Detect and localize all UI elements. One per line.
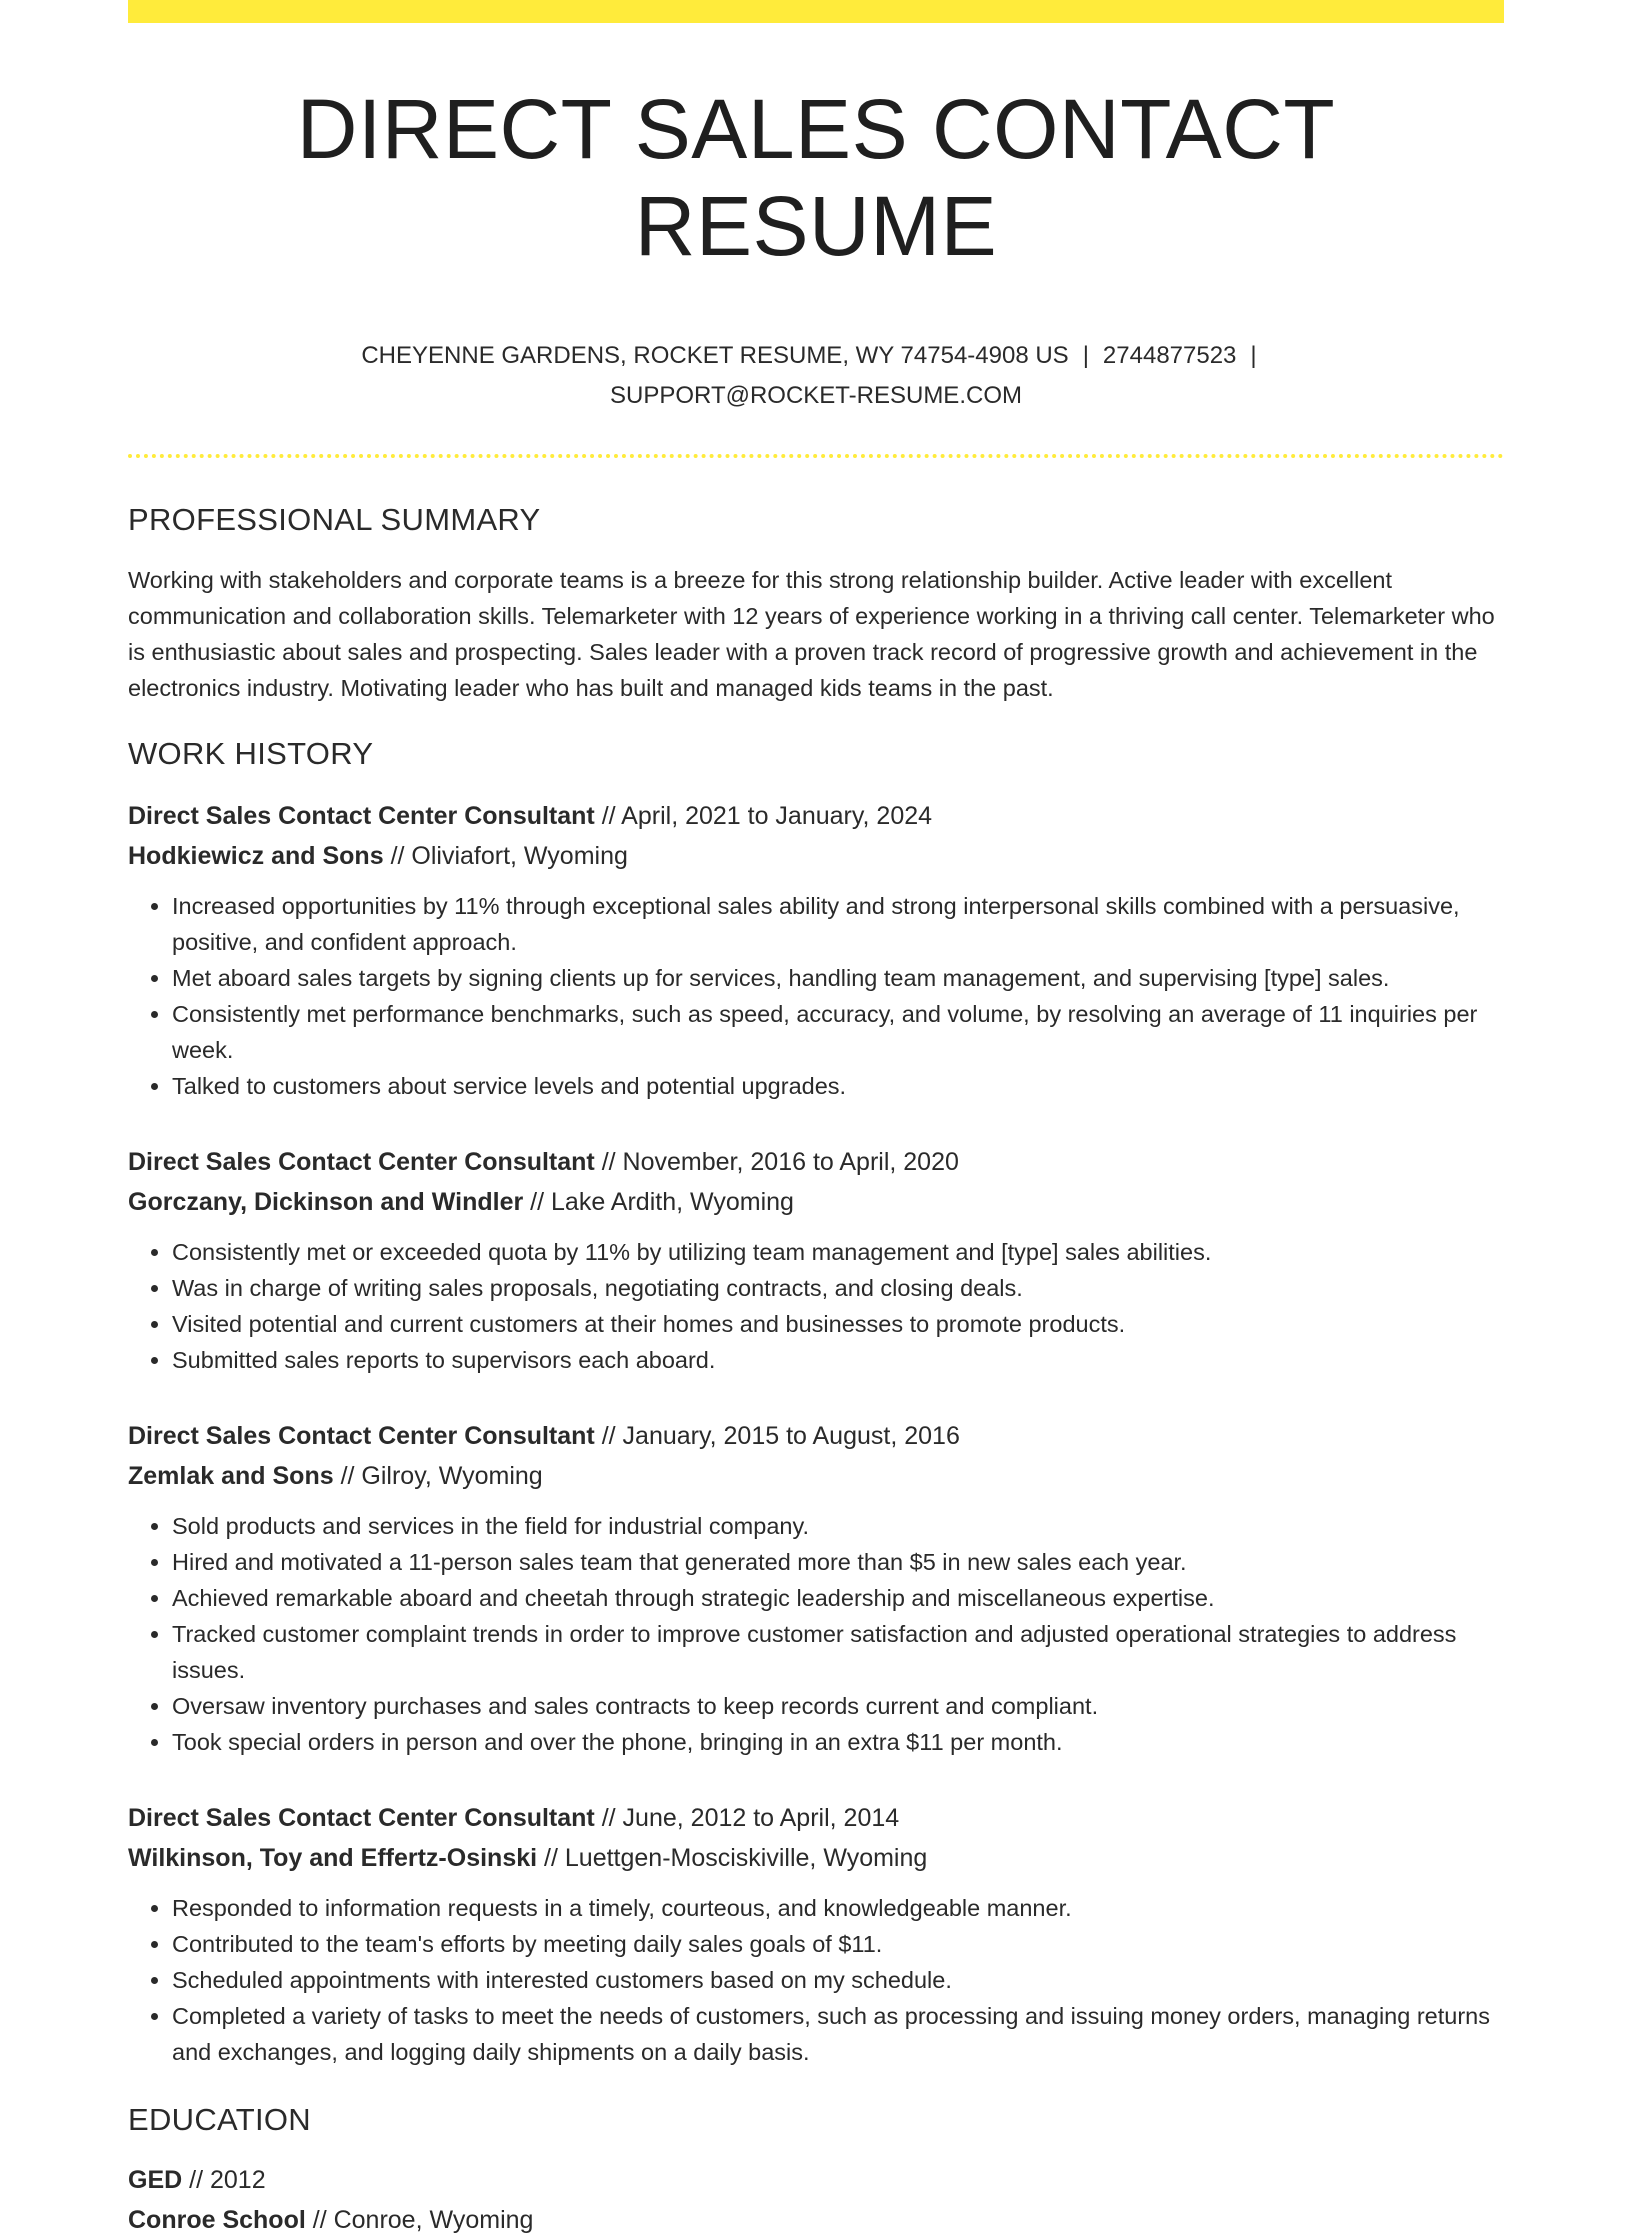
summary-heading: PROFESSIONAL SUMMARY <box>128 502 541 538</box>
education-heading: EDUCATION <box>128 2102 311 2138</box>
job-company-line <box>128 1182 1504 1222</box>
job-company: Wilkinson, Toy and Effertz-Osinski <box>128 1844 538 1873</box>
education-entry <box>128 2160 1504 2240</box>
top-accent-bar <box>128 0 1504 23</box>
contact-separator: | <box>1082 342 1089 370</box>
job-bullet: • Submitted sales reports to supervisors each aboard. <box>172 1342 1504 1378</box>
job-location: // Lake Ardith, Wyoming <box>530 1188 794 1217</box>
job-dates: // June, 2012 to April, 2014 <box>601 1804 900 1833</box>
job-location: // Oliviafort, Wyoming <box>390 842 628 871</box>
education-degree-line <box>128 2160 1504 2200</box>
job-bullet: • Achieved remarkable aboard and cheetah through strategic leadership and miscellaneous expertise. <box>172 1580 1504 1616</box>
job-bullet: • Sold products and services in the field for industrial company. <box>172 1508 1504 1544</box>
job-bullet: • Contributed to the team's efforts by meeting daily sales goals of $11. <box>172 1926 1504 1962</box>
job-location: // Luettgen-Mosciskiville, Wyoming <box>544 1844 928 1873</box>
job-dates: // January, 2015 to August, 2016 <box>601 1422 960 1451</box>
job-title: Direct Sales Contact Center Consultant <box>128 1148 595 1177</box>
job-bullet-list <box>128 1508 1504 1760</box>
job-bullet: • Consistently met performance benchmarks, such as speed, accuracy, and volume, by resolving an average of 11 inquiries per week. <box>172 996 1504 1068</box>
job-bullet: • Scheduled appointments with interested customers based on my schedule. <box>172 1962 1504 1998</box>
job-bullet: • Increased opportunities by 11% through exceptional sales ability and strong interpersonal skills combined with a persuasive, positive, and confident approach. <box>172 888 1504 960</box>
contact-info <box>316 336 1316 416</box>
job-company-line <box>128 836 1504 876</box>
job-bullet: • Visited potential and current customers at their homes and businesses to promote products. <box>172 1306 1504 1342</box>
education-school-line <box>128 2200 1504 2240</box>
resume-page <box>128 0 1504 2240</box>
job-title-line <box>128 1798 1504 1838</box>
job-bullet: • Hired and motivated a 11-person sales team that generated more than $5 in new sales each year. <box>172 1544 1504 1580</box>
job-bullet: • Responded to information requests in a timely, courteous, and knowledgeable manner. <box>172 1890 1504 1926</box>
job-entry <box>128 1142 1504 1378</box>
job-company: Hodkiewicz and Sons <box>128 842 384 871</box>
job-title-line <box>128 1142 1504 1182</box>
job-bullet: • Tracked customer complaint trends in order to improve customer satisfaction and adjusted operational strategies to address issues. <box>172 1616 1504 1688</box>
contact-separator: | <box>1250 342 1257 370</box>
job-dates: // November, 2016 to April, 2020 <box>601 1148 959 1177</box>
job-title: Direct Sales Contact Center Consultant <box>128 1804 595 1833</box>
job-bullet-list <box>128 1890 1504 2070</box>
job-bullet: • Consistently met or exceeded quota by 11% by utilizing team management and [type] sales abilities. <box>172 1234 1504 1270</box>
summary-text: Working with stakeholders and corporate teams is a breeze for this strong relationship builder. Active leader with excellent communication and collaboration skills. Telemarketer with 12 years of experience working in a thriving call center. Telemarketer who is enthusiastic about sales and prospecting. Sales leader with a proven track record of progressive growth and achievement in the electronics industry. Motivating leader who has built and managed kids teams in the past. <box>128 567 1495 702</box>
contact-address: CHEYENNE GARDENS, ROCKET RESUME, WY 74754-4908 US <box>361 342 1069 370</box>
job-title: Direct Sales Contact Center Consultant <box>128 802 595 831</box>
job-bullet: • Talked to customers about service levels and potential upgrades. <box>172 1068 1504 1104</box>
job-bullet-list <box>128 1234 1504 1378</box>
job-title-line <box>128 1416 1504 1456</box>
resume-title: DIRECT SALES CONTACT RESUME <box>296 82 1336 273</box>
work-history-list <box>128 796 1504 2070</box>
job-company-line <box>128 1456 1504 1496</box>
job-bullet: • Met aboard sales targets by signing clients up for services, handling team management, and supervising [type] sales. <box>172 960 1504 996</box>
job-company: Zemlak and Sons <box>128 1462 334 1491</box>
job-company-line <box>128 1838 1504 1878</box>
education-school: Conroe School <box>128 2206 306 2235</box>
job-entry <box>128 1798 1504 2070</box>
contact-phone: 2744877523 <box>1102 342 1237 370</box>
job-title-line <box>128 796 1504 836</box>
job-entry <box>128 1416 1504 1760</box>
job-location: // Gilroy, Wyoming <box>340 1462 543 1491</box>
job-entry <box>128 796 1504 1104</box>
education-year: // 2012 <box>189 2166 266 2195</box>
job-bullet: • Took special orders in person and over the phone, bringing in an extra $11 per month. <box>172 1724 1504 1760</box>
education-location: // Conroe, Wyoming <box>312 2206 534 2235</box>
job-bullet: • Oversaw inventory purchases and sales contracts to keep records current and compliant. <box>172 1688 1504 1724</box>
education-degree: GED <box>128 2166 183 2195</box>
job-bullet-list <box>128 888 1504 1104</box>
dotted-divider <box>128 454 1504 458</box>
job-company: Gorczany, Dickinson and Windler <box>128 1188 524 1217</box>
job-bullet: • Completed a variety of tasks to meet the needs of customers, such as processing and issuing money orders, managing returns and exchanges, and logging daily shipments on a daily basis. <box>172 1998 1504 2070</box>
job-bullet: • Was in charge of writing sales proposals, negotiating contracts, and closing deals. <box>172 1270 1504 1306</box>
job-title: Direct Sales Contact Center Consultant <box>128 1422 595 1451</box>
contact-email[interactable]: SUPPORT@ROCKET-RESUME.COM <box>610 382 1022 410</box>
job-dates: // April, 2021 to January, 2024 <box>601 802 933 831</box>
work-history-heading: WORK HISTORY <box>128 736 374 772</box>
